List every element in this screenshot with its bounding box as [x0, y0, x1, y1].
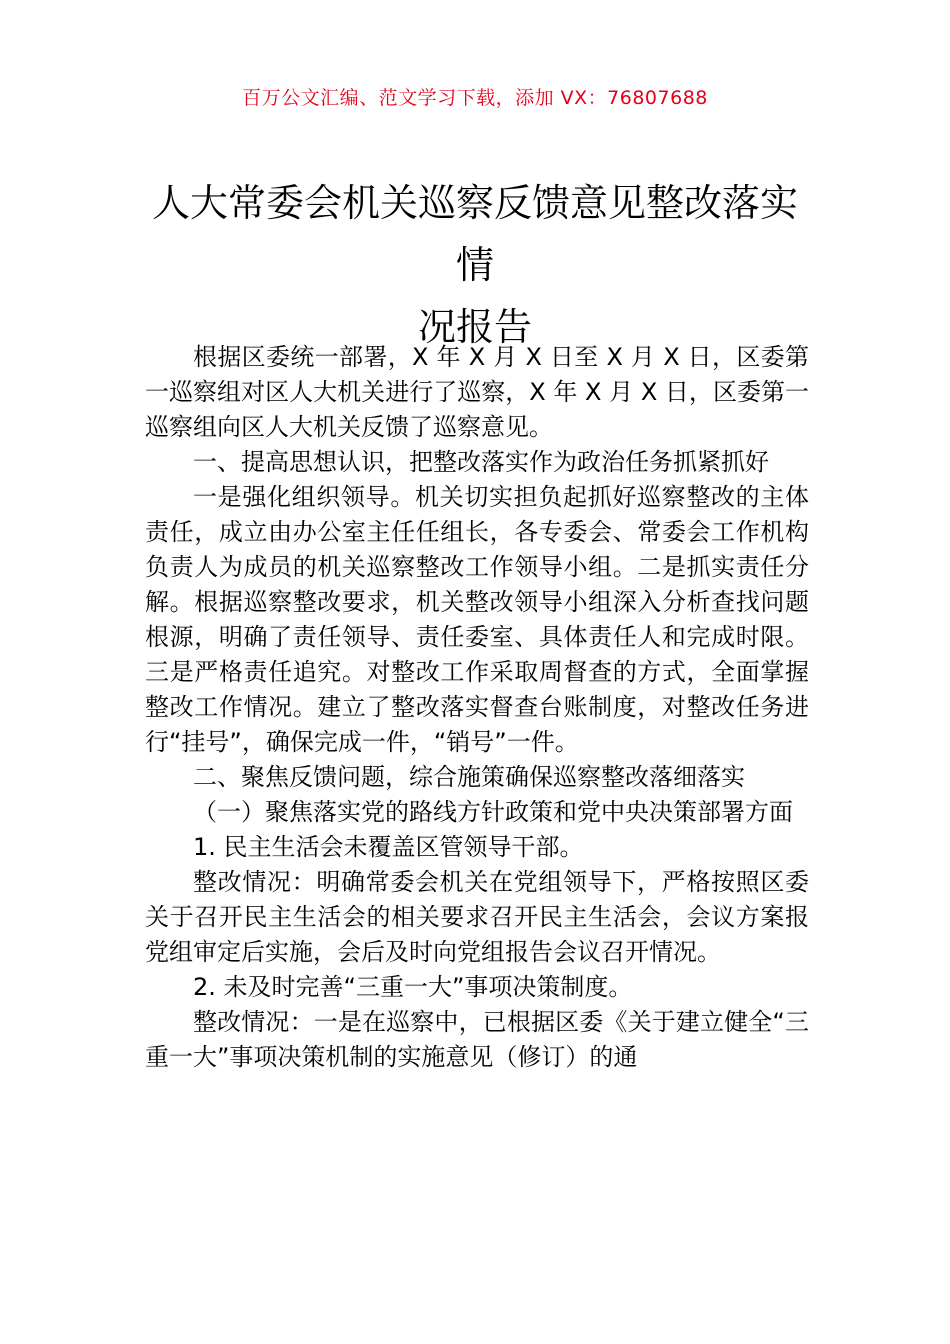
section-heading-1: 一、提高思想认识，把整改落实作为政治任务抓紧抓好: [193, 448, 769, 476]
issue-item-1: 1. 民主生活会未覆盖区管领导干部。: [193, 833, 584, 861]
body-paragraph: 一是强化组织领导。机关切实担负起抓好巡察整改的主体责任，成立由办公室主任任组长，各专委会、常委会工作机构负责人为成员的机关巡察整改工作领导小组。二是抓实责任分解。根据巡察整改要求，机关整改领导小组深入分析查找问题根源，明确了责任领导、责任委室、具体责任人和完成时限。三是严格责任追究。对整改工作采取周督查的方式，全面掌握整改工作情况。建立了整改落实督查台账制度，对整改任务进行“挂号”，确保完成一件，“销号”一件。: [145, 483, 809, 756]
document-title: [150, 172, 800, 358]
intro-paragraph: 根据区委统一部署，X 年 X 月 X 日至 X 月 X 日，区委第一巡察组对区人大机关进行了巡察，X 年 X 月 X 日，区委第一巡察组向区人大机关反馈了巡察意见。: [145, 343, 809, 441]
title-line-2: 况报告: [417, 305, 532, 349]
rectification-paragraph-1: 整改情况：明确常委会机关在党组领导下，严格按照区委关于召开民主生活会的相关要求召开民主生活会，会议方案报党组审定后实施，会后及时向党组报告会议召开情况。: [145, 868, 809, 966]
document-body: [145, 340, 809, 1075]
issue-item-2: 2. 未及时完善“三重一大”事项决策制度。: [193, 973, 633, 1001]
header-note: 百万公文汇编、范文学习下载，添加 VX：76807688: [242, 87, 708, 109]
section-heading-2: 二、聚焦反馈问题，综合施策确保巡察整改落细落实: [193, 763, 745, 791]
title-line-1: 人大常委会机关巡察反馈意见整改落实情: [151, 181, 798, 287]
subsection-heading-1: （一）聚焦落实党的路线方针政策和党中央决策部署方面: [193, 798, 793, 826]
rectification-paragraph-2: 整改情况：一是在巡察中，已根据区委《关于建立健全“三重一大”事项决策机制的实施意见（修订）的通: [145, 1008, 809, 1071]
